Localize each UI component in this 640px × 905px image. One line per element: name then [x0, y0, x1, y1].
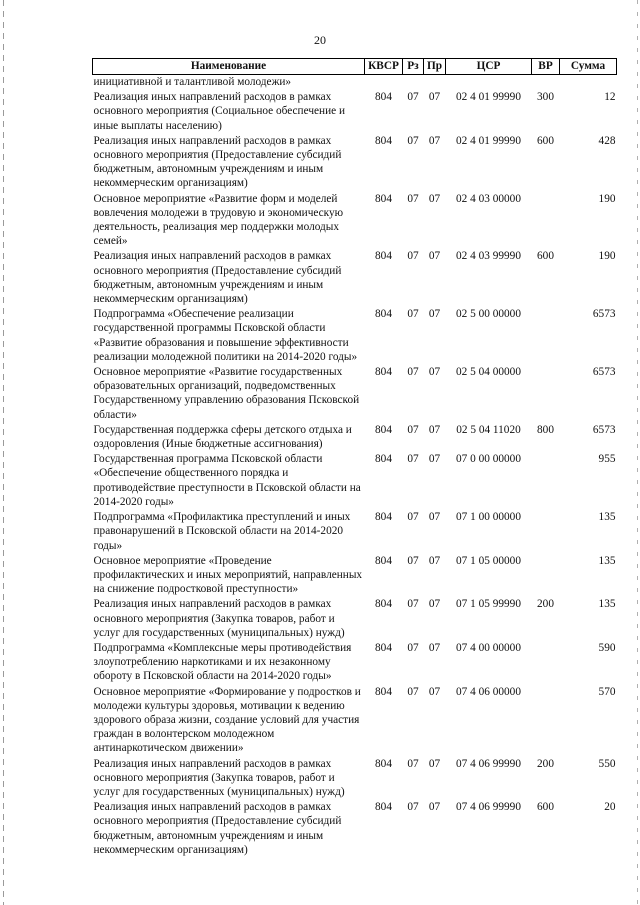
cell-kvsr: 804: [375, 134, 392, 147]
table-row: [93, 510, 617, 554]
cell-pr: 07: [428, 511, 441, 524]
cell-vr: [532, 307, 560, 365]
page-number: 20: [314, 33, 326, 47]
column-header-pr: Пр: [424, 59, 446, 75]
cell-pr: 07: [428, 366, 441, 379]
cell-pr: 07: [428, 801, 441, 814]
cell-csr: 02 5 04 00000: [456, 366, 521, 379]
cell-pr: 07: [428, 685, 441, 698]
cell-csr: 07 0 00 00000: [456, 453, 521, 466]
cell-csr: 07 4 06 00000: [456, 685, 521, 698]
column-header-rz: Рз: [403, 59, 424, 75]
column-header-vr: ВР: [532, 59, 560, 75]
cell-sum: 955: [598, 453, 616, 466]
cell-csr: 02 4 03 00000: [456, 192, 521, 205]
cell-vr: 600: [537, 250, 554, 263]
cell-kvsr: 804: [375, 423, 392, 436]
cell-kvsr: 804: [375, 192, 392, 205]
cell-name: Реализация иных направлений расходов в рамках основного мероприятия (Закупка товаров, работ и услуг для государственных (муниципальных) нужд): [93, 598, 345, 639]
cell-kvsr: 804: [375, 801, 392, 814]
cell-sum: 6573: [592, 308, 616, 321]
cell-vr: [532, 75, 560, 91]
cell-pr: 07: [428, 453, 441, 466]
cell-name: Основное мероприятие «Развитие государственных образовательных организаций, подведомственных Государственному управлению образования Псковской области»: [93, 366, 360, 421]
table-row: [93, 554, 617, 598]
cell-name: Реализация иных направлений расходов в рамках основного мероприятия (Предоставление субсидий бюджетным, автономным учреждениям и иным некоммерческим организациям): [93, 134, 342, 190]
table-row: [93, 641, 617, 685]
table-row: [93, 597, 617, 641]
cell-sum: 135: [598, 598, 616, 611]
cell-name: Реализация иных направлений расходов в рамках основного мероприятия (Социальное обеспечение и иные выплаты населению): [93, 91, 346, 132]
column-header-kvsr: КВСР: [365, 59, 403, 75]
cell-pr: 07: [428, 308, 441, 321]
cell-kvsr: 804: [375, 250, 392, 263]
cell-sum: 190: [598, 250, 616, 263]
cell-kvsr: 804: [375, 757, 392, 770]
cell-sum: 135: [598, 511, 616, 524]
cell-vr: 200: [537, 598, 554, 611]
cell-rz: 07: [407, 685, 419, 698]
cell-sum: 428: [598, 134, 616, 147]
cell-csr: [446, 75, 532, 91]
cell-kvsr: 804: [375, 685, 392, 698]
cell-csr: 02 4 03 99990: [456, 250, 521, 263]
cell-rz: 07: [407, 192, 419, 205]
cell-kvsr: 804: [375, 511, 392, 524]
cell-rz: 07: [407, 366, 419, 379]
table-row: [93, 307, 617, 365]
cell-csr: 07 1 00 00000: [456, 511, 521, 524]
cell-rz: 07: [407, 250, 419, 263]
cell-pr: 07: [428, 91, 441, 104]
cell-kvsr: 804: [375, 554, 392, 567]
cell-pr: 07: [428, 757, 441, 770]
cell-pr: 07: [428, 250, 441, 263]
table-row: [93, 423, 617, 452]
cell-vr: [532, 641, 560, 685]
cell-sum: 6573: [592, 423, 616, 436]
cell-sum: [560, 75, 617, 91]
cell-kvsr: [365, 75, 403, 91]
cell-sum: 570: [598, 685, 616, 698]
column-header-name: Наименование: [93, 59, 365, 75]
cell-csr: 02 4 01 99990: [456, 134, 521, 147]
cell-name: Основное мероприятие «Проведение профилактических и иных мероприятий, направленных на снижение подростковой преступности»: [93, 554, 363, 596]
cell-pr: 07: [428, 134, 441, 147]
cell-pr: [424, 75, 446, 91]
table-header-row: [93, 59, 617, 75]
cell-vr: [532, 510, 560, 554]
table-row: [93, 757, 617, 801]
cell-rz: 07: [407, 641, 419, 654]
cell-vr: [532, 365, 560, 423]
table-row: [93, 249, 617, 307]
cell-rz: 07: [407, 511, 419, 524]
cell-kvsr: 804: [375, 91, 392, 104]
cell-rz: 07: [407, 453, 419, 466]
cell-name: Основное мероприятие «Развитие форм и моделей вовлечения молодежи в трудовую и экономическую деятельность, реализация мер поддержки молодых семей»: [93, 192, 344, 248]
cell-name: Основное мероприятие «Формирование у подростков и молодежи культуры здоровья, мотивации к ведению здорового образа жизни, создание условий для участия граждан в волонтерском молодежном антинаркотическом движении»: [93, 685, 361, 755]
table-row: [93, 192, 617, 250]
table-row: [93, 800, 617, 858]
cell-csr: 02 5 00 00000: [456, 308, 521, 321]
scan-edge-right: [637, 0, 638, 905]
table-row: [93, 365, 617, 423]
cell-sum: 550: [598, 757, 616, 770]
cell-kvsr: 804: [375, 308, 392, 321]
cell-vr: [532, 554, 560, 598]
cell-csr: 02 5 04 11020: [456, 423, 521, 436]
cell-sum: 135: [598, 554, 616, 567]
cell-pr: 07: [428, 641, 441, 654]
cell-vr: 800: [537, 423, 554, 436]
cell-vr: 200: [537, 757, 554, 770]
cell-name: Реализация иных направлений расходов в рамках основного мероприятия (Предоставление субсидий бюджетным, автономным учреждениям и иным некоммерческим организациям): [93, 250, 342, 306]
cell-name: инициативной и талантливой молодежи»: [93, 76, 292, 88]
cell-rz: 07: [407, 801, 419, 814]
cell-rz: 07: [407, 554, 419, 567]
table-row: [93, 685, 617, 757]
cell-vr: [532, 192, 560, 250]
cell-sum: 590: [598, 641, 616, 654]
cell-kvsr: 804: [375, 366, 392, 379]
cell-vr: [532, 452, 560, 510]
cell-vr: 300: [537, 91, 554, 104]
cell-name: Реализация иных направлений расходов в рамках основного мероприятия (Закупка товаров, работ и услуг для государственных (муниципальных) нужд): [93, 757, 345, 798]
table-row: [93, 75, 617, 91]
cell-rz: 07: [407, 308, 419, 321]
cell-rz: 07: [407, 423, 419, 436]
cell-name: Подпрограмма «Профилактика преступлений и иных правонарушений в Псковской области на 2014-2020 годы»: [93, 511, 351, 552]
cell-name: Государственная поддержка сферы детского отдыха и оздоровления (Иные бюджетные ассигнования): [93, 423, 352, 451]
cell-kvsr: 804: [375, 598, 392, 611]
column-header-csr: ЦСР: [446, 59, 532, 75]
cell-kvsr: 804: [375, 453, 392, 466]
cell-rz: 07: [407, 598, 419, 611]
table-row: [93, 452, 617, 510]
cell-rz: 07: [407, 134, 419, 147]
cell-pr: 07: [428, 192, 441, 205]
cell-csr: 07 4 06 99990: [456, 757, 521, 770]
cell-vr: 600: [537, 801, 554, 814]
cell-sum: 190: [598, 192, 616, 205]
cell-name: Реализация иных направлений расходов в рамках основного мероприятия (Предоставление субсидий бюджетным, автономным учреждениям и иным некоммерческим организациям): [93, 801, 342, 856]
cell-pr: 07: [428, 423, 441, 436]
cell-csr: 07 4 06 99990: [456, 801, 521, 814]
cell-csr: 07 1 05 00000: [456, 554, 521, 567]
cell-csr: 02 4 01 99990: [456, 91, 521, 104]
cell-pr: 07: [428, 554, 441, 567]
cell-rz: 07: [407, 91, 419, 104]
cell-vr: [532, 685, 560, 757]
cell-csr: 07 1 05 99990: [456, 598, 521, 611]
cell-rz: [403, 75, 424, 91]
scan-edge-left: [3, 0, 4, 905]
table-row: [93, 134, 617, 192]
budget-table: [92, 58, 617, 858]
cell-kvsr: 804: [375, 641, 392, 654]
cell-pr: 07: [428, 598, 441, 611]
cell-sum: 12: [604, 91, 616, 104]
cell-name: Подпрограмма «Обеспечение реализации государственной программы Псковской области «Развитие образования и повышение эффективности реализации молодежной политики на 2014-2020 годы»: [93, 308, 358, 363]
cell-name: Подпрограмма «Комплексные меры противодействия злоупотреблению наркотиками и их незаконному обороту в Псковской области на 2014-2020 годы»: [93, 641, 352, 683]
cell-rz: 07: [407, 757, 419, 770]
cell-vr: 600: [537, 134, 554, 147]
cell-sum: 6573: [592, 366, 616, 379]
cell-sum: 20: [604, 801, 616, 814]
column-header-sum: Сумма: [560, 59, 617, 75]
table-row: [93, 90, 617, 134]
cell-csr: 07 4 00 00000: [456, 641, 521, 654]
cell-name: Государственная программа Псковской области «Обеспечение общественного порядка и противодействие преступности в Псковской области на 2014-2020 годы»: [93, 453, 361, 508]
